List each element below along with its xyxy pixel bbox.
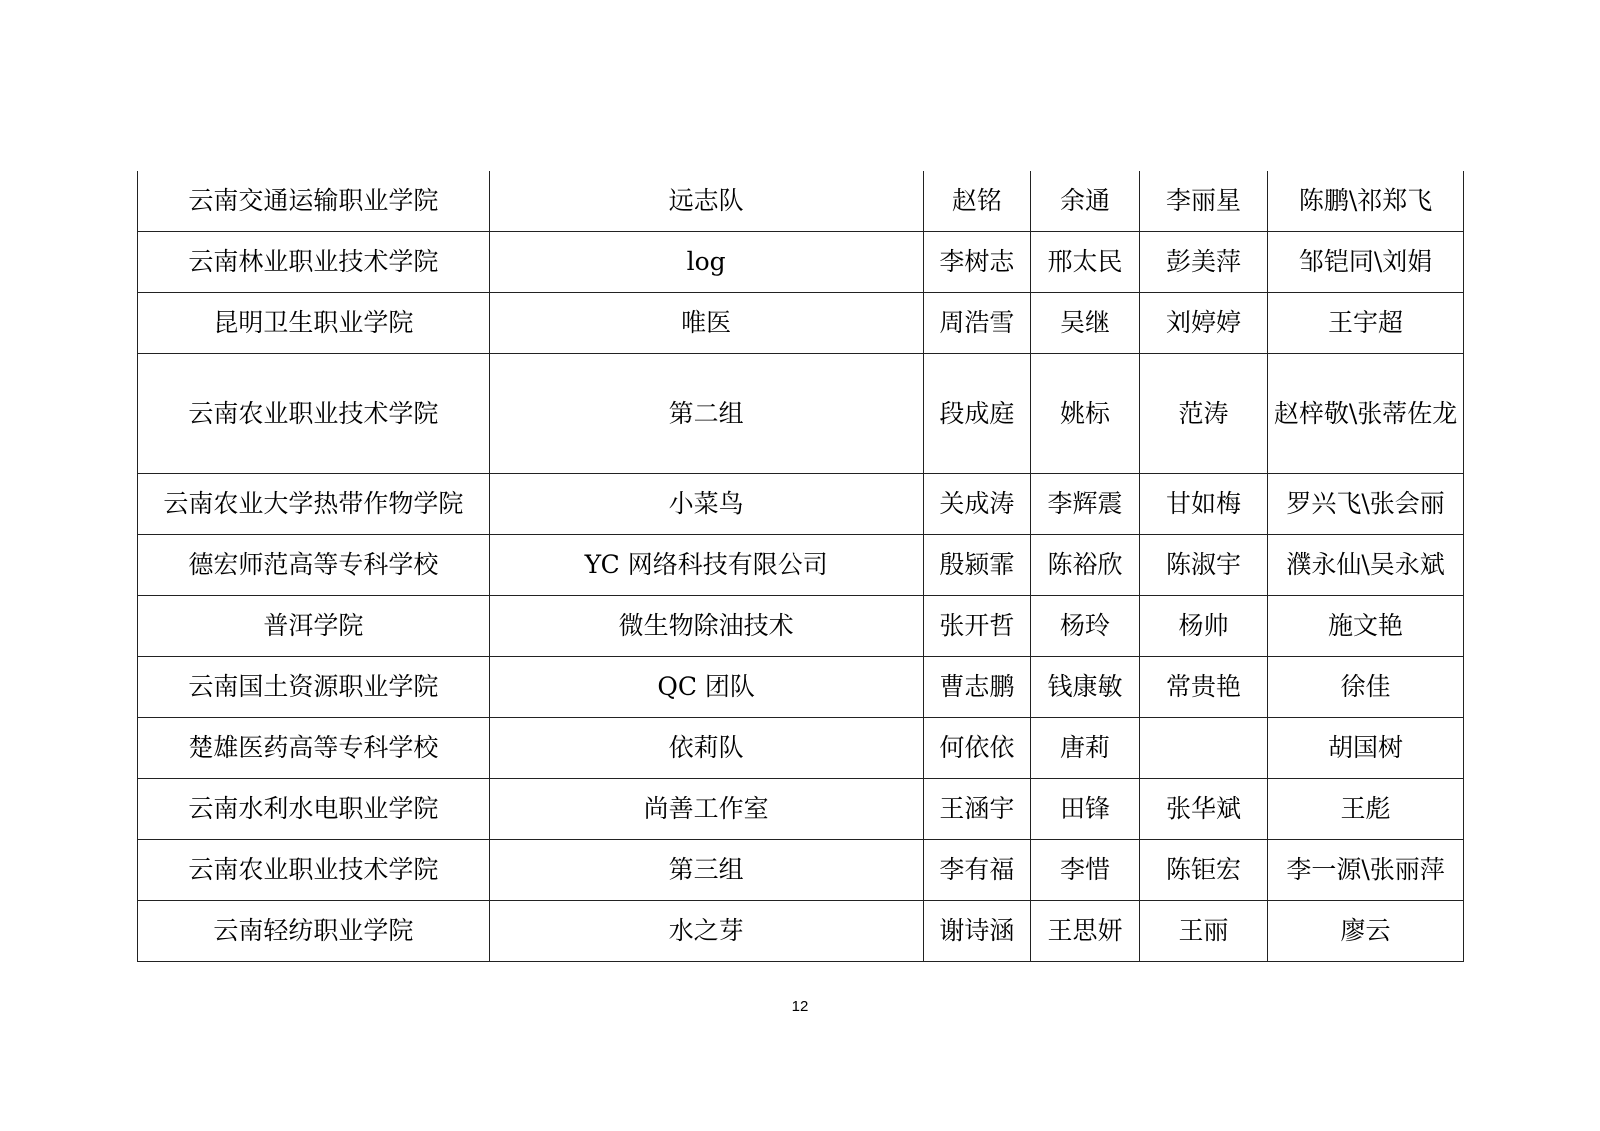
leader-cell: 张开哲 [923, 596, 1031, 657]
advisor-cell: 陈鹏\祁郑飞 [1268, 171, 1464, 232]
team-name-cell: 远志队 [489, 171, 923, 232]
member-cell: 李辉震 [1031, 474, 1140, 535]
member-cell: 姚标 [1031, 354, 1140, 474]
member-cell: 张华斌 [1139, 779, 1267, 840]
member-cell: 邢太民 [1031, 232, 1140, 293]
table-row [138, 293, 1464, 354]
member-cell: 范涛 [1139, 354, 1267, 474]
table-row [138, 596, 1464, 657]
school-cell: 楚雄医药高等专科学校 [138, 718, 490, 779]
advisor-cell: 罗兴飞\张会丽 [1268, 474, 1464, 535]
leader-cell: 李有福 [923, 840, 1031, 901]
member-cell: 唐莉 [1031, 718, 1140, 779]
member-cell: 陈裕欣 [1031, 535, 1140, 596]
leader-cell: 段成庭 [923, 354, 1031, 474]
school-cell: 普洱学院 [138, 596, 490, 657]
team-name-cell: 微生物除油技术 [489, 596, 923, 657]
team-name-cell: 第三组 [489, 840, 923, 901]
member-cell: 杨帅 [1139, 596, 1267, 657]
team-name-cell: 水之芽 [489, 901, 923, 962]
school-cell: 云南交通运输职业学院 [138, 171, 490, 232]
member-cell: 王思妍 [1031, 901, 1140, 962]
leader-cell: 周浩雪 [923, 293, 1031, 354]
leader-cell: 谢诗涵 [923, 901, 1031, 962]
member-cell: 钱康敏 [1031, 657, 1140, 718]
advisor-cell: 徐佳 [1268, 657, 1464, 718]
table-row [138, 535, 1464, 596]
member-cell: 田锋 [1031, 779, 1140, 840]
member-cell: 陈钜宏 [1139, 840, 1267, 901]
table-row [138, 657, 1464, 718]
advisor-cell: 王彪 [1268, 779, 1464, 840]
advisor-cell: 赵梓敬\张蒂佐龙 [1268, 354, 1464, 474]
page-number: 12 [791, 998, 809, 1015]
team-name-cell: 第二组 [489, 354, 923, 474]
leader-cell: 何依依 [923, 718, 1031, 779]
member-cell: 陈淑宇 [1139, 535, 1267, 596]
school-cell: 云南林业职业技术学院 [138, 232, 490, 293]
school-cell: 云南轻纺职业学院 [138, 901, 490, 962]
team-name-cell: 依莉队 [489, 718, 923, 779]
school-cell: 云南国土资源职业学院 [138, 657, 490, 718]
member-cell: 余通 [1031, 171, 1140, 232]
leader-cell: 关成涛 [923, 474, 1031, 535]
school-cell: 云南农业职业技术学院 [138, 840, 490, 901]
member-cell: 李惜 [1031, 840, 1140, 901]
leader-cell: 王涵宇 [923, 779, 1031, 840]
member-cell: 常贵艳 [1139, 657, 1267, 718]
table-row [138, 840, 1464, 901]
team-name-cell: 尚善工作室 [489, 779, 923, 840]
school-cell: 云南农业职业技术学院 [138, 354, 490, 474]
member-cell: 王丽 [1139, 901, 1267, 962]
member-cell: 刘婷婷 [1139, 293, 1267, 354]
advisor-cell: 王宇超 [1268, 293, 1464, 354]
team-name-cell: 唯医 [489, 293, 923, 354]
table-row [138, 171, 1464, 232]
leader-cell: 李树志 [923, 232, 1031, 293]
table-row [138, 354, 1464, 474]
school-cell: 德宏师范高等专科学校 [138, 535, 490, 596]
leader-cell: 赵铭 [923, 171, 1031, 232]
team-name-cell: YC 网络科技有限公司 [489, 535, 923, 596]
team-roster-table [137, 171, 1464, 962]
table-row [138, 779, 1464, 840]
advisor-cell: 邹铠同\刘娟 [1268, 232, 1464, 293]
member-cell: 吴继 [1031, 293, 1140, 354]
advisor-cell: 廖云 [1268, 901, 1464, 962]
member-cell [1139, 718, 1267, 779]
advisor-cell: 胡国树 [1268, 718, 1464, 779]
table-row [138, 232, 1464, 293]
school-cell: 云南农业大学热带作物学院 [138, 474, 490, 535]
advisor-cell: 濮永仙\吴永斌 [1268, 535, 1464, 596]
table-row [138, 718, 1464, 779]
team-name-cell: 小菜鸟 [489, 474, 923, 535]
member-cell: 彭美萍 [1139, 232, 1267, 293]
advisor-cell: 李一源\张丽萍 [1268, 840, 1464, 901]
advisor-cell: 施文艳 [1268, 596, 1464, 657]
table-row [138, 474, 1464, 535]
leader-cell: 殷颍霏 [923, 535, 1031, 596]
member-cell: 甘如梅 [1139, 474, 1267, 535]
leader-cell: 曹志鹏 [923, 657, 1031, 718]
member-cell: 杨玲 [1031, 596, 1140, 657]
member-cell: 李丽星 [1139, 171, 1267, 232]
team-name-cell: QC 团队 [489, 657, 923, 718]
team-name-cell: log [489, 232, 923, 293]
school-cell: 云南水利水电职业学院 [138, 779, 490, 840]
table-row [138, 901, 1464, 962]
school-cell: 昆明卫生职业学院 [138, 293, 490, 354]
